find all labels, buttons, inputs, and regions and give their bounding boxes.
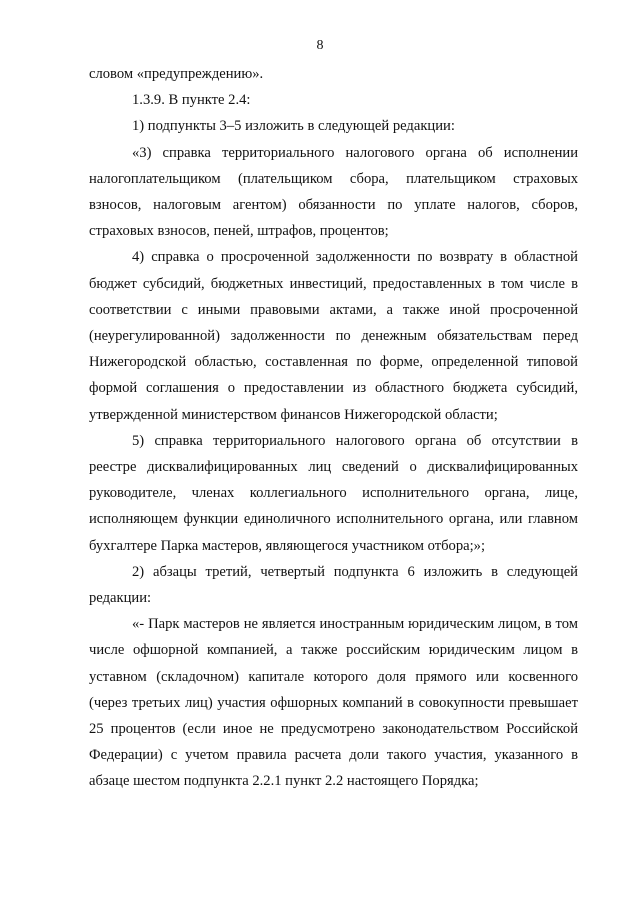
paragraph: 2) абзацы третий, четвертый подпункта 6 изложить в следующей редакции: [89, 563, 578, 607]
paragraph: словом «предупреждению». [89, 66, 264, 82]
paragraph: 4) справка о просроченной задолженности по возврату в областной бюджет субсидий, бюджетных инвестиций, предоставленных в том числе в соответствии с иными правовыми актами, а также иной просроченной (неурегулированной) задолженности по денежным обязательствам перед Нижегородской областью, составленная по форме, определенной типовой формой соглашения о предоставлении из областного бюджета субсидий, утвержденной министерством финансов Нижегородской области; [89, 249, 578, 423]
paragraph: 5) справка территориального налогового органа об отсутствии в реестре дисквалифицированных лиц сведений о дисквалифицированных руководителе, членах коллегиального исполнительного органа, лице, исполняющем функции единоличного исполнительного органа, или главном бухгалтере Парка мастеров, являющегося участником отбора;»; [89, 432, 578, 554]
document-body [89, 61, 578, 795]
paragraph: 1.3.9. В пункте 2.4: [132, 92, 251, 109]
paragraph: «3) справка территориального налогового органа об исполнении налогоплательщиком (плательщиком сбора, плательщиком страховых взносов, налоговым агентом) обязанности по уплате налогов, сборов, страховых взносов, пеней, штрафов, процентов; [89, 144, 578, 240]
page-number: 8 [316, 38, 324, 53]
paragraph: 1) подпункты 3–5 изложить в следующей редакции: [132, 118, 455, 135]
paragraph: «- Парк мастеров не является иностранным юридическим лицом, в том числе офшорной компанией, а также российским юридическим лицом в уставном (складочном) капитале которого доля прямого или косвенного (через третьих лиц) участия офшорных компаний в совокупности превышает 25 процентов (если иное не предусмотрено законодательством Российской Федерации) с учетом правила расчета доли такого участия, указанного в абзаце шестом подпункта 2.2.1 пункт 2.2 настоящего Порядка; [89, 616, 578, 790]
